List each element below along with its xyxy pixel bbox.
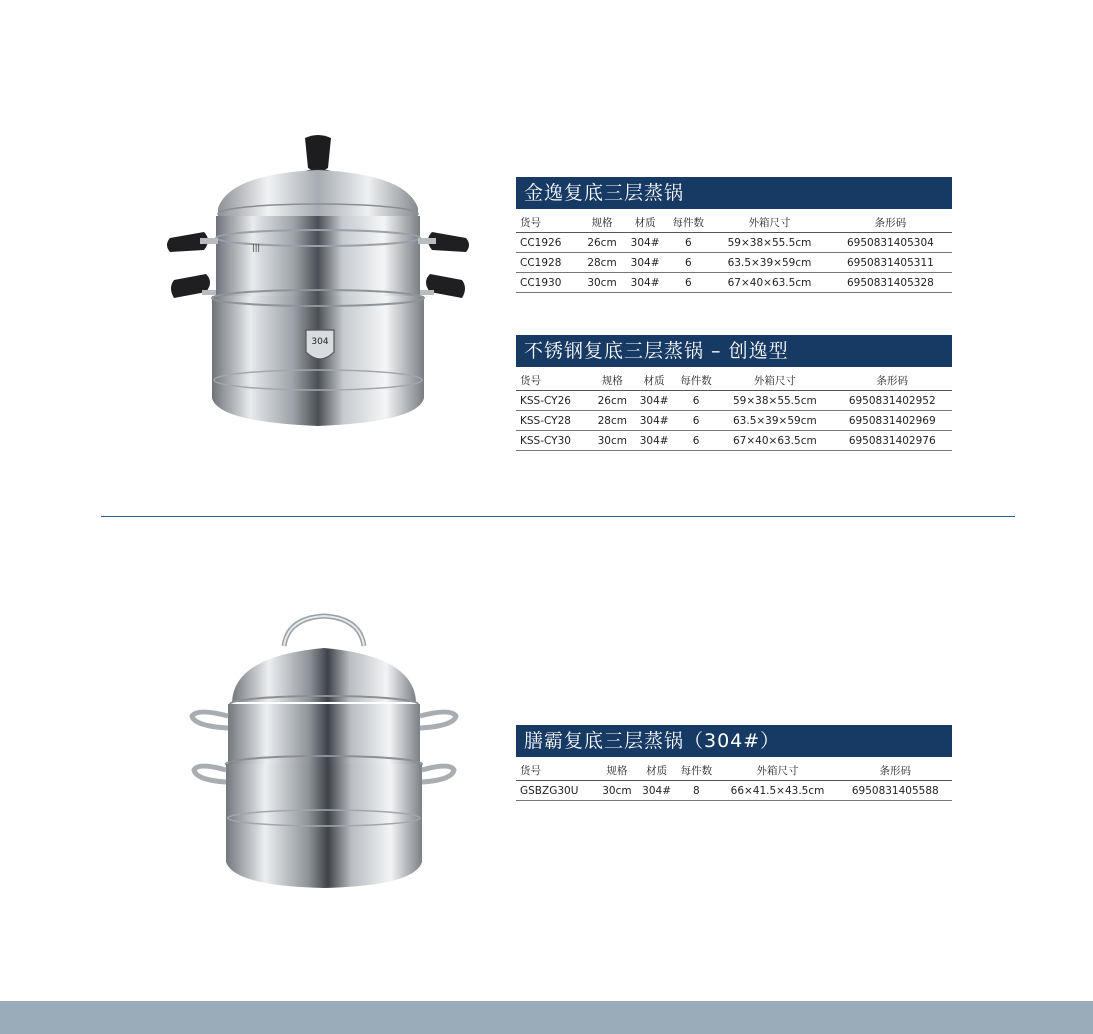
cell-barcode: 6950831402976 [832,431,952,451]
cell-qty: 6 [666,253,710,273]
header-barcode: 条形码 [829,215,952,233]
cell-material: 304# [633,391,674,411]
cell-item-no: KSS-CY28 [516,411,591,431]
cell-material: 304# [633,431,674,451]
header-barcode: 条形码 [839,763,952,781]
spec-table [516,373,952,451]
svg-text:|||: ||| [252,243,261,252]
header-qty: 每件数 [675,373,717,391]
cell-size: 28cm [580,253,623,273]
pot-badge-text: 304 [311,337,329,347]
header-qty: 每件数 [676,763,716,781]
cell-barcode: 6950831402969 [832,411,952,431]
cell-size: 26cm [580,233,623,253]
cell-item-no: CC1926 [516,233,580,253]
header-size: 规格 [580,215,623,233]
header-item-no: 货号 [516,215,580,233]
header-carton-size: 外箱尺寸 [710,215,829,233]
cell-carton-size: 66×41.5×43.5cm [716,781,838,801]
cell-size: 28cm [591,411,633,431]
cell-carton-size: 63.5×39×59cm [717,411,832,431]
cell-size: 30cm [591,431,633,451]
cell-barcode: 6950831405588 [839,781,952,801]
header-material: 材质 [624,215,667,233]
product-section-2 [516,335,952,451]
cell-carton-size: 67×40×63.5cm [710,273,829,293]
spec-table [516,215,952,293]
header-item-no: 货号 [516,373,591,391]
cell-qty: 6 [666,233,710,253]
cell-carton-size: 63.5×39×59cm [710,253,829,273]
product-section-1 [516,177,952,293]
cell-item-no: CC1928 [516,253,580,273]
table-row [516,431,952,451]
header-material: 材质 [637,763,676,781]
cell-barcode: 6950831405328 [829,273,952,293]
product-title: 金逸复底三层蒸锅 [516,177,952,209]
header-carton-size: 外箱尺寸 [717,373,832,391]
cell-barcode: 6950831405311 [829,253,952,273]
header-qty: 每件数 [666,215,710,233]
cell-qty: 8 [676,781,716,801]
cell-material: 304# [624,253,667,273]
table-row [516,233,952,253]
table-row [516,253,952,273]
cell-material: 304# [624,233,667,253]
cell-qty: 6 [675,431,717,451]
cell-material: 304# [637,781,676,801]
product-section-3 [516,725,952,801]
header-size: 规格 [597,763,637,781]
product-title: 不锈钢复底三层蒸锅 – 创逸型 [516,335,952,367]
cell-carton-size: 59×38×55.5cm [710,233,829,253]
table-row [516,781,952,801]
cell-qty: 6 [675,411,717,431]
header-item-no: 货号 [516,763,597,781]
cell-size: 26cm [591,391,633,411]
footer-band [0,1001,1093,1034]
cell-carton-size: 59×38×55.5cm [717,391,832,411]
table-row [516,391,952,411]
cell-material: 304# [633,411,674,431]
cell-item-no: KSS-CY26 [516,391,591,411]
cell-item-no: CC1930 [516,273,580,293]
cell-item-no: KSS-CY30 [516,431,591,451]
cell-barcode: 6950831405304 [829,233,952,253]
cell-carton-size: 67×40×63.5cm [717,431,832,451]
cell-qty: 6 [666,273,710,293]
header-size: 规格 [591,373,633,391]
header-material: 材质 [633,373,674,391]
cell-barcode: 6950831402952 [832,391,952,411]
header-barcode: 条形码 [832,373,952,391]
steamer-pot-image-1 [160,130,476,450]
cell-size: 30cm [580,273,623,293]
table-row [516,411,952,431]
cell-qty: 6 [675,391,717,411]
spec-table [516,763,952,801]
product-title: 膳霸复底三层蒸锅（304#） [516,725,952,757]
steamer-pot-image-2 [188,612,460,894]
section-divider [101,516,1015,517]
cell-material: 304# [624,273,667,293]
cell-item-no: GSBZG30U [516,781,597,801]
table-row [516,273,952,293]
cell-size: 30cm [597,781,637,801]
header-carton-size: 外箱尺寸 [716,763,838,781]
